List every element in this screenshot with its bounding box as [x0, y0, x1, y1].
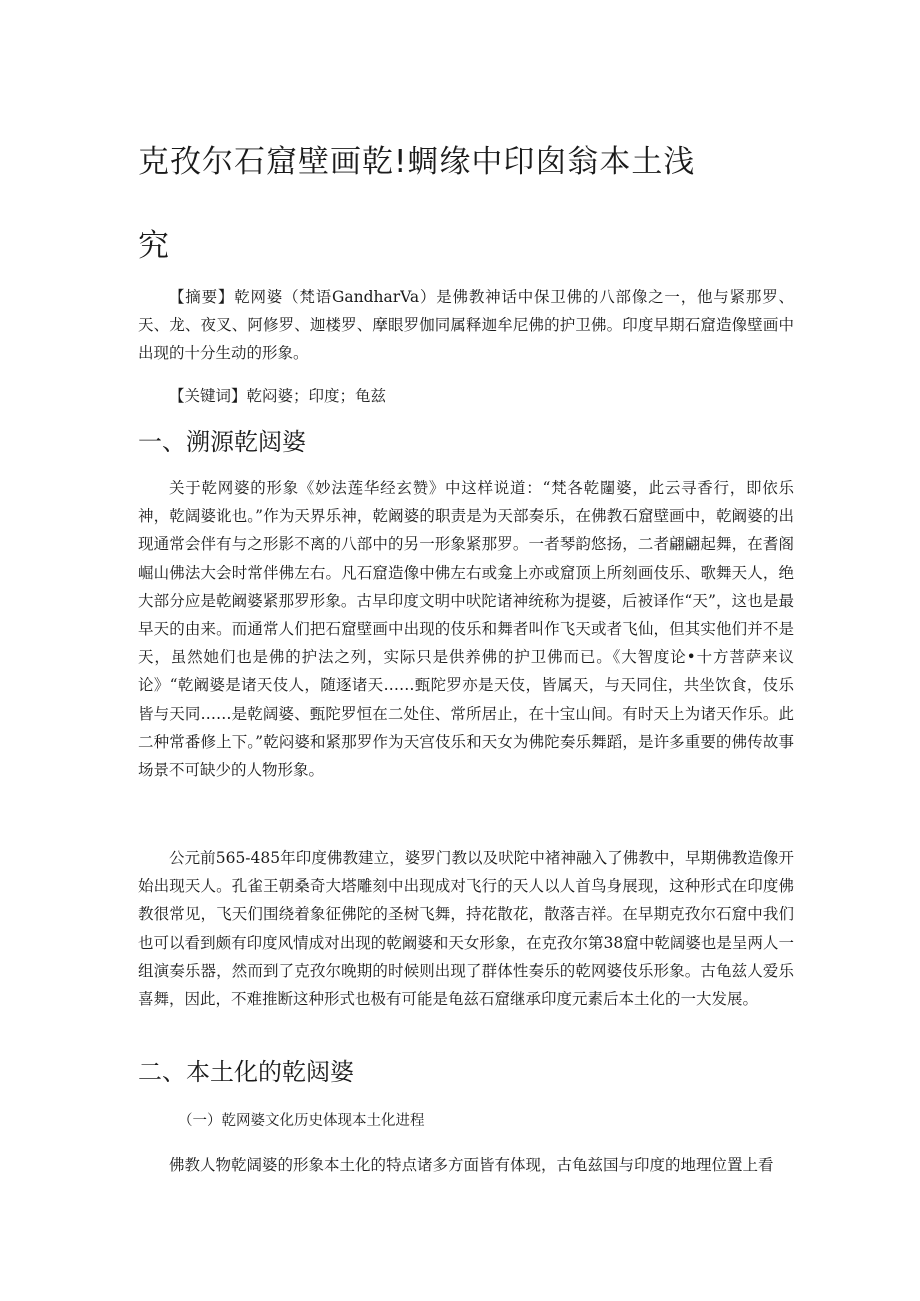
keywords-label: 【关键词】 — [169, 387, 247, 405]
document-title-line-2: 究 — [138, 228, 170, 264]
keywords-text: 乾闷婆；印度；龟兹 — [246, 387, 387, 405]
section-1-paragraph-2: 公元前565-485年印度佛教建立，婆罗门教以及吠陀中褚神融入了佛教中，早期佛教造像开始出现天人。孔雀王朝桑奇大塔雕刻中出现成对飞行的天人以人首鸟身展现，这种形式在印度佛教很常见，飞天们围绕着象征佛陀的圣树飞舞，持花散花，散落吉祥。在早期克孜尔石窟中我们也可以看到颇有印度风情成对出现的乾阚婆和天女形象，在克孜尔第38窟中乾阔婆也是呈两人一组演奏乐器，然而到了克孜尔晚期的时候则出现了群体性奏乐的乾网婆伎乐形象。古龟兹人爱乐喜舞，因此，不难推断这种形式也极有可能是龟兹石窟继承印度元素后本土化的一大发展。 — [138, 849, 794, 1009]
section-2-subheading: （一）乾网婆文化历史体现本土化进程 — [178, 1113, 425, 1129]
abstract-label: 【摘要】 — [169, 288, 235, 306]
section-1-heading: 一、溯源乾闼婆 — [138, 428, 306, 456]
document-title-line-1: 克孜尔石窟壁画乾!蜩缘中印囱翁本土浅 — [138, 144, 696, 180]
section-2-heading: 二、本土化的乾闼婆 — [138, 1058, 354, 1086]
section-2-paragraph-1: 佛教人物乾阔婆的形象本土化的特点诸多方面皆有体现，古龟兹国与印度的地理位置上看 — [169, 1156, 774, 1174]
keywords-paragraph — [138, 382, 794, 410]
abstract-text: 乾网婆（梵语GandharVa）是佛教神话中保卫佛的八部像之一，他与紧那罗、天、龙、夜叉、阿修罗、迦楼罗、摩眼罗伽同属释迦牟尼佛的护卫佛。印度早期石窟造像壁画中出现的十分生动的形象。 — [138, 288, 794, 363]
section-1-paragraph-1: 关于乾网婆的形象《妙法莲华经玄赞》中这样说道：“梵各乾闥婆，此云寻香行，即依乐神，乾阔婆讹也。”作为天界乐神，乾阚婆的职责是为天部奏乐，在佛教石窟壁画中，乾阚婆的出现通常会伴有与之形影不离的八部中的另一形象紧那罗。一者琴韵悠扬，二者翩翩起舞，在耆阁崛山佛法大会时常伴佛左右。凡石窟造像中佛左右或龛上亦或窟顶上所刻画伎乐、歌舞天人，绝大部分应是乾阚婆紧那罗形象。古早印度文明中吠陀诸神统称为提婆，后被译作“天”，这也是最早天的由来。而通常人们把石窟壁画中出现的伎乐和舞者叫作飞天或者飞仙，但其实他们并不是天，虽然她们也是佛的护法之列，实际只是供养佛的护卫佛而已。《大智度论•十方菩萨来议论》“乾阚婆是诸天伎人，随逐诸天……甄陀罗亦是天伎，皆属天，与天同住，共坐饮食，伎乐皆与天同……是乾阔婆、甄陀罗恒在二处住、常所居止，在十宝山间。有时天上为诸天作乐。此二种常番修上下。”乾闷婆和紧那罗作为天宫伎乐和天女为佛陀奏乐舞蹈，是许多重要的佛传故事场景不可缺少的人物形象。 — [138, 479, 794, 780]
abstract-paragraph — [138, 283, 794, 368]
